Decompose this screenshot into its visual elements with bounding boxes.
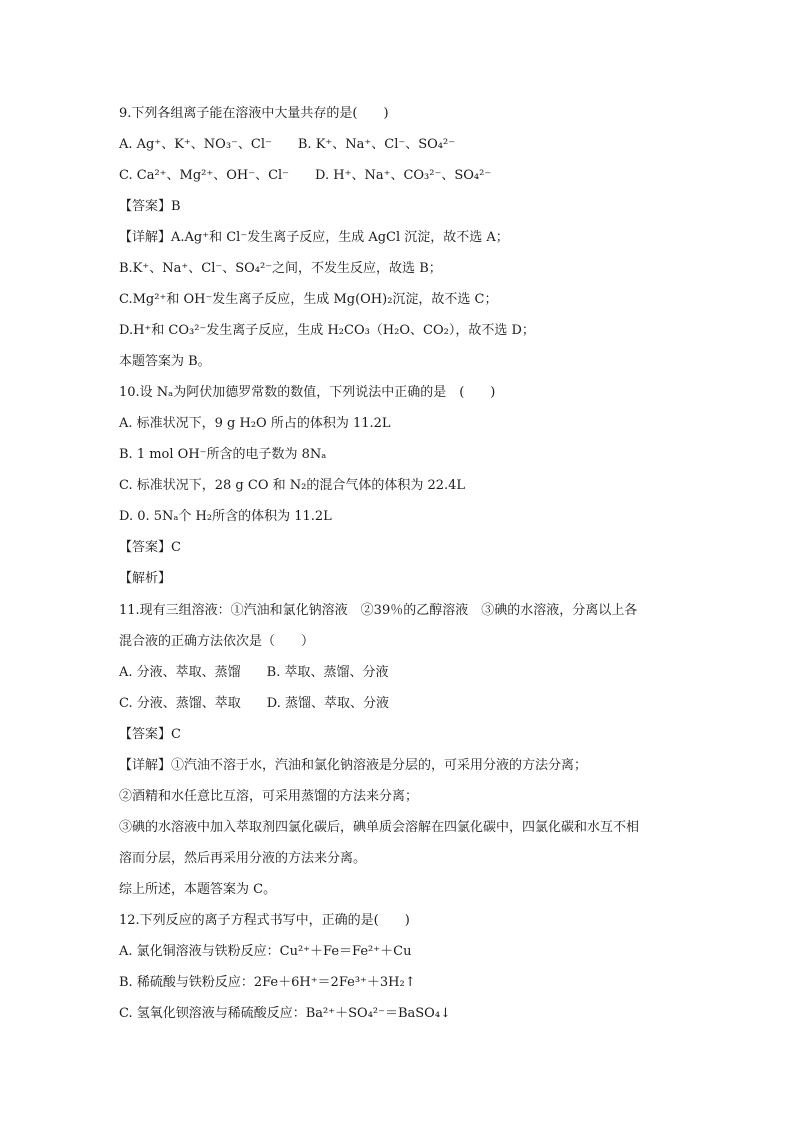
question-11-options-ab: A. 分液、萃取、蒸馏 B. 萃取、蒸馏、分液 <box>119 665 389 680</box>
question-9-conclusion: 本题答案为 B。 <box>119 354 211 369</box>
question-9-explanation-c: C.Mg²⁺和 OH⁻发生离子反应，生成 Mg(OH)₂沉淀，故不选 C； <box>119 292 498 307</box>
question-9-options-ab: A. Ag⁺、K⁺、NO₃⁻、Cl⁻ B. K⁺、Na⁺、Cl⁻、SO₄²⁻ <box>119 137 456 152</box>
question-10-answer: 【答案】C <box>119 540 181 555</box>
question-9-explanation-d: D.H⁺和 CO₃²⁻发生离子反应，生成 H₂CO₃（H₂O、CO₂），故不选 D； <box>119 323 535 338</box>
question-11-conclusion: 综上所述，本题答案为 C。 <box>119 882 277 897</box>
question-10-option-b: B. 1 mol OH⁻所含的电子数为 8Nₐ <box>119 447 327 462</box>
question-12-stem: 12.下列反应的离子方程式书写中，正确的是( ) <box>119 913 410 928</box>
question-10-option-a: A. 标准状况下，9 g H₂O 所占的体积为 11.2L <box>119 416 391 431</box>
question-11-answer: 【答案】C <box>119 727 181 742</box>
question-12-option-b: B. 稀硫酸与铁粉反应：2Fe＋6H⁺＝2Fe³⁺＋3H₂↑ <box>119 975 416 990</box>
question-9-answer: 【答案】B <box>119 199 181 214</box>
question-9-stem: 9.下列各组离子能在溶液中大量共存的是( ) <box>119 106 389 121</box>
question-9-explanation-b: B.K⁺、Na⁺、Cl⁻、SO₄²⁻之间，不发生反应，故选 B； <box>119 261 442 276</box>
question-11-explanation-3-cont: 溶而分层，然后再采用分液的方法来分离。 <box>119 851 367 866</box>
question-11-stem-line-2: 混合液的正确方法依次是（ ） <box>119 634 315 649</box>
question-10-analysis: 【解析】 <box>119 571 172 586</box>
question-11-explanation-3: ③碘的水溶液中加入萃取剂四氯化碳后，碘单质会溶解在四氯化碳中，四氯化碳和水互不相 <box>119 820 640 835</box>
question-10-option-d: D. 0. 5Nₐ个 H₂所含的体积为 11.2L <box>119 509 332 524</box>
question-11-stem-line-1: 11.现有三组溶液：①汽油和氯化钠溶液 ②39％的乙醇溶液 ③碘的水溶液，分离以上各 <box>119 603 638 618</box>
question-10-stem: 10.设 Nₐ为阿伏加德罗常数的数值，下列说法中正确的是 ( ) <box>119 385 496 400</box>
question-11-explanation-2: ②酒精和水任意比互溶，可采用蒸馏的方法来分离； <box>119 789 419 804</box>
question-11-explanation-1: 【详解】①汽油不溶于水，汽油和氯化钠溶液是分层的，可采用分液的方法分离； <box>119 758 588 773</box>
question-9-explanation-a: 【详解】A.Ag⁺和 Cl⁻发生离子反应，生成 AgCl 沉淀，故不选 A； <box>119 230 509 245</box>
question-10-option-c: C. 标准状况下，28 g CO 和 N₂的混合气体的体积为 22.4L <box>119 478 466 493</box>
question-12-option-a: A. 氯化铜溶液与铁粉反应：Cu²⁺＋Fe＝Fe²⁺＋Cu <box>119 944 412 959</box>
question-12-option-c: C. 氢氧化钡溶液与稀硫酸反应：Ba²⁺＋SO₄²⁻＝BaSO₄↓ <box>119 1006 451 1021</box>
question-11-options-cd: C. 分液、蒸馏、萃取 D. 蒸馏、萃取、分液 <box>119 696 389 711</box>
question-9-options-cd: C. Ca²⁺、Mg²⁺、OH⁻、Cl⁻ D. H⁺、Na⁺、CO₃²⁻、SO₄²⁻ <box>119 168 492 183</box>
